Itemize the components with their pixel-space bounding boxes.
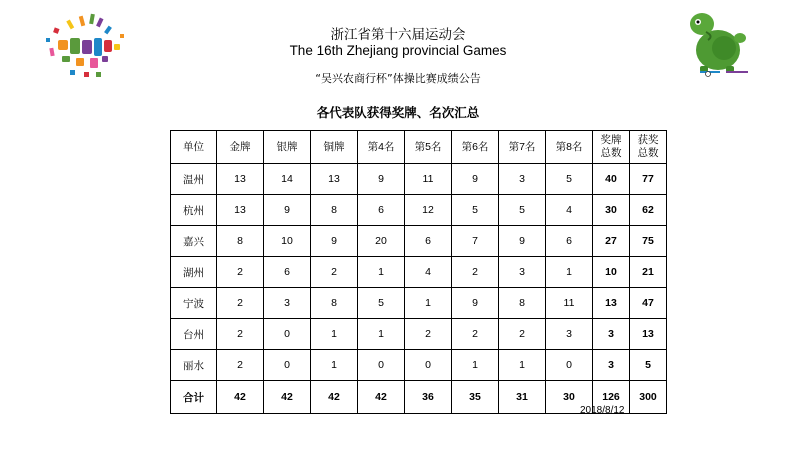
table-row bbox=[171, 288, 667, 319]
value-cell: 31 bbox=[499, 381, 546, 414]
value-cell: 9 bbox=[452, 288, 499, 319]
value-cell: 3 bbox=[499, 257, 546, 288]
value-cell: 11 bbox=[546, 288, 593, 319]
award-total-cell: 77 bbox=[630, 164, 667, 195]
unit-cell: 宁波 bbox=[171, 288, 217, 319]
value-cell: 3 bbox=[499, 164, 546, 195]
value-cell: 0 bbox=[264, 350, 311, 381]
table-row bbox=[171, 319, 667, 350]
unit-cell: 杭州 bbox=[171, 195, 217, 226]
value-cell: 12 bbox=[405, 195, 452, 226]
header-cell-medal-total bbox=[593, 131, 630, 164]
unit-cell: 丽水 bbox=[171, 350, 217, 381]
value-cell: 5 bbox=[358, 288, 405, 319]
award-total-cell: 21 bbox=[630, 257, 667, 288]
value-cell: 1 bbox=[499, 350, 546, 381]
title-english: The 16th Zhejiang provincial Games bbox=[289, 43, 507, 58]
table-row bbox=[171, 257, 667, 288]
value-cell: 6 bbox=[264, 257, 311, 288]
value-cell: 8 bbox=[311, 195, 358, 226]
value-cell: 2 bbox=[311, 257, 358, 288]
value-cell: 8 bbox=[311, 288, 358, 319]
value-cell: 35 bbox=[452, 381, 499, 414]
header-cell-gold: 金牌 bbox=[217, 131, 264, 164]
value-cell: 1 bbox=[311, 350, 358, 381]
value-cell: 10 bbox=[264, 226, 311, 257]
date-label: 2018/8/12 bbox=[580, 405, 625, 416]
header-cell-award-total bbox=[630, 131, 667, 164]
header-cell-8th: 第8名 bbox=[546, 131, 593, 164]
value-cell: 6 bbox=[405, 226, 452, 257]
table-header-row bbox=[171, 131, 667, 164]
value-cell: 4 bbox=[546, 195, 593, 226]
value-cell: 13 bbox=[217, 164, 264, 195]
medal-table bbox=[170, 130, 667, 414]
value-cell: 9 bbox=[452, 164, 499, 195]
value-cell: 42 bbox=[358, 381, 405, 414]
value-cell: 8 bbox=[217, 226, 264, 257]
header-award-total-line2: 总数 bbox=[637, 147, 659, 159]
unit-cell: 合计 bbox=[171, 381, 217, 414]
value-cell: 13 bbox=[217, 195, 264, 226]
value-cell: 0 bbox=[358, 350, 405, 381]
value-cell: 8 bbox=[499, 288, 546, 319]
value-cell: 2 bbox=[499, 319, 546, 350]
unit-cell: 嘉兴 bbox=[171, 226, 217, 257]
header-award-total-line1: 获奖 bbox=[637, 134, 659, 146]
value-cell: 13 bbox=[311, 164, 358, 195]
title-chinese: 浙江省第十六届运动会 bbox=[330, 27, 466, 43]
value-cell: 1 bbox=[358, 319, 405, 350]
value-cell: 2 bbox=[452, 319, 499, 350]
value-cell: 0 bbox=[546, 350, 593, 381]
value-cell: 1 bbox=[358, 257, 405, 288]
award-total-cell: 75 bbox=[630, 226, 667, 257]
table-row bbox=[171, 195, 667, 226]
value-cell: 0 bbox=[405, 350, 452, 381]
value-cell: 4 bbox=[405, 257, 452, 288]
header-cell-6th: 第6名 bbox=[452, 131, 499, 164]
value-cell: 5 bbox=[499, 195, 546, 226]
value-cell: 9 bbox=[311, 226, 358, 257]
table-row bbox=[171, 350, 667, 381]
award-total-cell: 47 bbox=[630, 288, 667, 319]
value-cell: 6 bbox=[358, 195, 405, 226]
value-cell: 7 bbox=[452, 226, 499, 257]
header-cell-5th: 第5名 bbox=[405, 131, 452, 164]
medal-total-cell: 27 bbox=[593, 226, 630, 257]
medal-total-cell: 30 bbox=[593, 195, 630, 226]
value-cell: 30 bbox=[546, 381, 593, 414]
header-medal-total-line1: 奖牌 bbox=[600, 134, 622, 146]
value-cell: 42 bbox=[217, 381, 264, 414]
table-heading: 各代表队获得奖牌、名次汇总 bbox=[316, 105, 480, 120]
subtitle: “吴兴农商行杯”体操比赛成绩公告 bbox=[315, 72, 481, 85]
value-cell: 1 bbox=[452, 350, 499, 381]
value-cell: 9 bbox=[264, 195, 311, 226]
value-cell: 1 bbox=[546, 257, 593, 288]
value-cell: 20 bbox=[358, 226, 405, 257]
medal-total-cell: 13 bbox=[593, 288, 630, 319]
value-cell: 2 bbox=[217, 319, 264, 350]
medal-total-cell: 3 bbox=[593, 319, 630, 350]
unit-cell: 温州 bbox=[171, 164, 217, 195]
header-cell-7th: 第7名 bbox=[499, 131, 546, 164]
value-cell: 14 bbox=[264, 164, 311, 195]
value-cell: 2 bbox=[217, 288, 264, 319]
value-cell: 42 bbox=[264, 381, 311, 414]
value-cell: 5 bbox=[452, 195, 499, 226]
medal-total-cell: 10 bbox=[593, 257, 630, 288]
value-cell: 42 bbox=[311, 381, 358, 414]
unit-cell: 湖州 bbox=[171, 257, 217, 288]
medal-total-cell: 40 bbox=[593, 164, 630, 195]
value-cell: 1 bbox=[405, 288, 452, 319]
value-cell: 5 bbox=[546, 164, 593, 195]
value-cell: 1 bbox=[311, 319, 358, 350]
value-cell: 2 bbox=[405, 319, 452, 350]
award-total-cell: 13 bbox=[630, 319, 667, 350]
value-cell: 0 bbox=[264, 319, 311, 350]
award-total-cell: 62 bbox=[630, 195, 667, 226]
table-row bbox=[171, 164, 667, 195]
medal-total-cell: 126 bbox=[593, 381, 630, 414]
value-cell: 2 bbox=[452, 257, 499, 288]
value-cell: 3 bbox=[264, 288, 311, 319]
header-cell-4th: 第4名 bbox=[358, 131, 405, 164]
award-total-cell: 300 bbox=[630, 381, 667, 414]
header-cell-bronze: 铜牌 bbox=[311, 131, 358, 164]
award-total-cell: 5 bbox=[630, 350, 667, 381]
value-cell: 9 bbox=[499, 226, 546, 257]
value-cell: 2 bbox=[217, 257, 264, 288]
unit-cell: 台州 bbox=[171, 319, 217, 350]
header-cell-silver: 银牌 bbox=[264, 131, 311, 164]
value-cell: 2 bbox=[217, 350, 264, 381]
value-cell: 9 bbox=[358, 164, 405, 195]
header-medal-total-line2: 总数 bbox=[600, 147, 622, 159]
medal-total-cell: 3 bbox=[593, 350, 630, 381]
value-cell: 11 bbox=[405, 164, 452, 195]
value-cell: 36 bbox=[405, 381, 452, 414]
header-cell-unit: 单位 bbox=[171, 131, 217, 164]
value-cell: 3 bbox=[546, 319, 593, 350]
table-row bbox=[171, 226, 667, 257]
value-cell: 6 bbox=[546, 226, 593, 257]
